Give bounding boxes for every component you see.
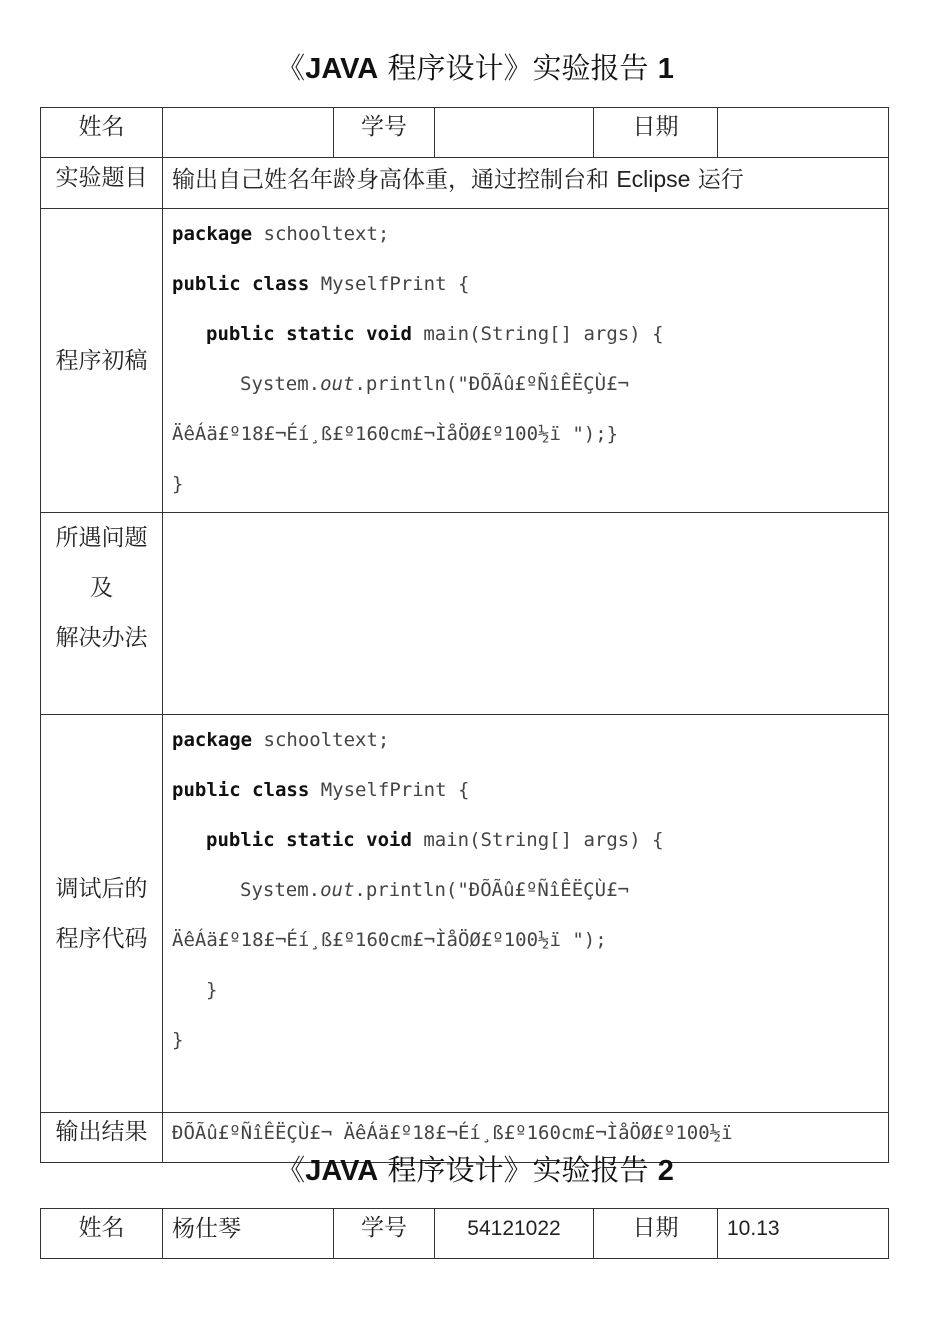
code-line: ÄêÁä£º18£¬Éí¸ß£º160cm£¬ÌåÖØ£º100½ï "); bbox=[172, 929, 607, 951]
draft-code-block bbox=[163, 209, 889, 513]
code-line: public class MyselfPrint { bbox=[172, 779, 470, 801]
draft-row bbox=[41, 209, 889, 513]
date-value: 10.13 bbox=[718, 1209, 889, 1259]
report-1-title: 《JAVA 程序设计》实验报告 1 bbox=[276, 51, 674, 85]
code-line: package schooltext; bbox=[172, 223, 390, 245]
draft-label: 程序初稿 bbox=[41, 209, 163, 513]
code-line: public static void main(String[] args) { bbox=[206, 323, 664, 345]
student-id-label: 学号 bbox=[334, 108, 435, 158]
student-id-value-cell bbox=[435, 108, 594, 158]
report-2-title: 《JAVA 程序设计》实验报告 2 bbox=[276, 1153, 674, 1187]
date-label: 日期 bbox=[594, 108, 718, 158]
name-value: 杨仕琴 bbox=[163, 1209, 334, 1259]
code-line: System.out.println("ÐÕÃû£ºÑîÊËÇÙ£¬ bbox=[240, 879, 629, 901]
problems-row bbox=[41, 513, 889, 715]
output-value: ÐÕÃû£ºÑîÊËÇÙ£¬ ÄêÁä£º18£¬Éí¸ß£º160cm£¬ÌåÖØ£º100½ï bbox=[163, 1113, 889, 1163]
code-line: } bbox=[172, 1029, 184, 1051]
debugged-label: 调试后的 程序代码 bbox=[41, 715, 163, 1113]
info-row bbox=[41, 1209, 889, 1259]
student-id-label: 学号 bbox=[334, 1209, 435, 1259]
code-line: public static void main(String[] args) { bbox=[206, 829, 664, 851]
code-line: public class MyselfPrint { bbox=[172, 273, 470, 295]
output-label: 输出结果 bbox=[41, 1113, 163, 1163]
problems-label: 所遇问题 及 解决办法 bbox=[41, 513, 163, 715]
problems-value-cell bbox=[163, 513, 889, 715]
debugged-row bbox=[41, 715, 889, 1113]
topic-row bbox=[41, 158, 889, 209]
topic-label: 实验题目 bbox=[41, 158, 163, 209]
name-value-cell bbox=[163, 108, 334, 158]
report-1-table bbox=[40, 107, 889, 1163]
report-2-table bbox=[40, 1208, 889, 1259]
code-line: } bbox=[206, 979, 218, 1001]
name-label: 姓名 bbox=[41, 108, 163, 158]
code-line: package schooltext; bbox=[172, 729, 390, 751]
date-value-cell bbox=[718, 108, 889, 158]
topic-value: 输出自己姓名年龄身高体重，通过控制台和 Eclipse 运行 bbox=[163, 158, 889, 209]
info-row bbox=[41, 108, 889, 158]
date-label: 日期 bbox=[594, 1209, 718, 1259]
debugged-code-block bbox=[163, 715, 889, 1113]
student-id-value: 54121022 bbox=[435, 1209, 594, 1259]
code-line: } bbox=[172, 473, 184, 495]
code-line: System.out.println("ÐÕÃû£ºÑîÊËÇÙ£¬ bbox=[240, 373, 629, 395]
code-line: ÄêÁä£º18£¬Éí¸ß£º160cm£¬ÌåÖØ£º100½ï ");} bbox=[172, 423, 619, 445]
name-label: 姓名 bbox=[41, 1209, 163, 1259]
